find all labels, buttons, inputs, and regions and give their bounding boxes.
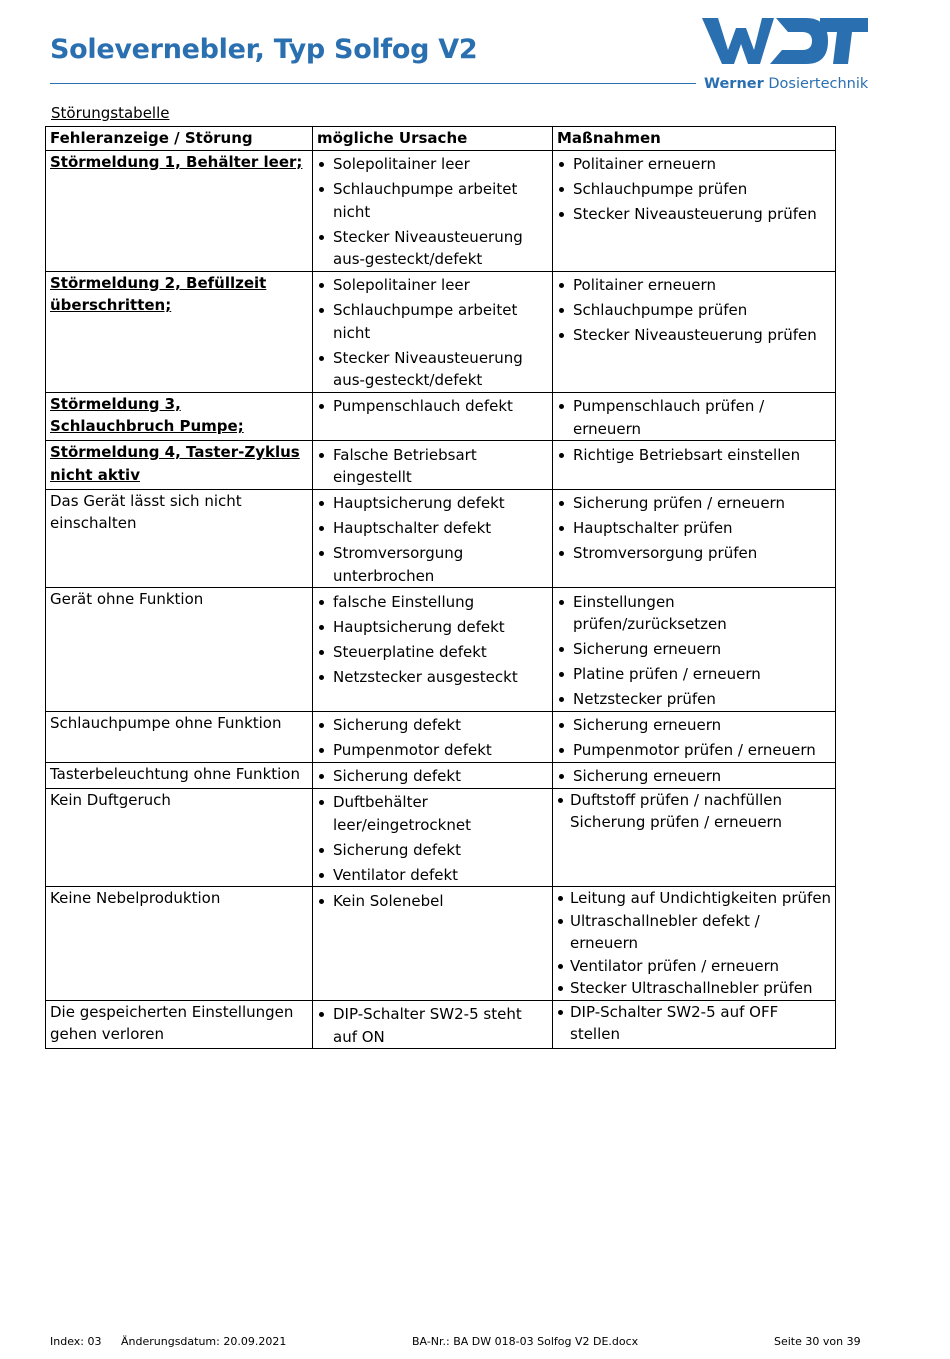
action-cell [553, 711, 836, 762]
fault-cell [46, 392, 313, 441]
action-item: Stecker Niveausteuerung prüfen [557, 324, 832, 347]
logo-subtitle [704, 76, 868, 92]
action-item: Leitung auf Undichtigkeiten prüfen [557, 887, 832, 910]
cause-item: Ventilator defekt [317, 864, 549, 887]
fault-cell: Keine Nebelproduktion [46, 887, 313, 1001]
fault-label: Störmeldung 2, Befüllzeit überschritten; [50, 273, 267, 314]
logo-sub-bold: Werner [704, 76, 764, 92]
action-cell [553, 762, 836, 788]
table-row [46, 588, 836, 712]
action-cell [553, 392, 836, 441]
fault-cell [46, 441, 313, 490]
cause-cell [313, 150, 553, 271]
table-row [46, 1000, 836, 1049]
cause-item: Pumpenschlauch defekt [317, 395, 549, 418]
cause-cell [313, 392, 553, 441]
fault-cell: Schlauchpumpe ohne Funktion [46, 711, 313, 762]
header-rule [50, 83, 696, 84]
action-cell [553, 441, 836, 490]
action-item: Politainer erneuern [557, 153, 832, 176]
footer-doc-number: BA-Nr.: BA DW 018-03 Solfog V2 DE.docx [412, 1335, 639, 1348]
page-title: Solevernebler, Typ Solfog V2 [50, 34, 478, 65]
action-item: Sicherung erneuern [557, 714, 832, 737]
footer-date: Änderungsdatum: 20.09.2021 [121, 1335, 287, 1348]
table-row [46, 711, 836, 762]
cause-item: Schlauchpumpe arbeitet nicht [317, 299, 549, 344]
footer-index: Index: 03 [50, 1335, 102, 1348]
action-cell [553, 150, 836, 271]
cause-item: Hauptsicherung defekt [317, 616, 549, 639]
action-item: Ultraschallnebler defekt / erneuern [557, 910, 832, 955]
action-cell [553, 788, 836, 887]
logo-sub-rest: Dosiertechnik [763, 76, 869, 92]
action-item: Sicherung erneuern [557, 638, 832, 661]
table-caption: Störungstabelle [51, 104, 170, 122]
action-item: Netzstecker prüfen [557, 688, 832, 711]
cause-item: Hauptschalter defekt [317, 517, 549, 540]
cause-item: Kein Solenebel [317, 890, 549, 913]
cause-item: Stecker Niveausteuerung aus-gesteckt/defekt [317, 226, 549, 271]
action-cell [553, 588, 836, 712]
fault-cell [46, 150, 313, 271]
cause-item: Solepolitainer leer [317, 153, 549, 176]
table-row [46, 392, 836, 441]
action-item: Sicherung erneuern [557, 765, 832, 788]
cause-cell [313, 489, 553, 588]
fault-label: Störmeldung 1, Behälter leer; [50, 152, 303, 171]
table-row [46, 441, 836, 490]
fault-cell: Gerät ohne Funktion [46, 588, 313, 712]
table-row [46, 271, 836, 392]
fault-cell: Das Gerät lässt sich nicht einschalten [46, 489, 313, 588]
cause-item: Sicherung defekt [317, 714, 549, 737]
cause-item: Netzstecker ausgesteckt [317, 666, 549, 689]
cause-item: Falsche Betriebsart eingestellt [317, 444, 549, 489]
fault-label: Störmeldung 4, Taster-Zyklus nicht aktiv [50, 443, 300, 484]
action-item: Stecker Ultraschallnebler prüfen [557, 977, 832, 1000]
table-row [46, 762, 836, 788]
fault-cell: Kein Duftgeruch [46, 788, 313, 887]
action-item: Pumpenschlauch prüfen / erneuern [557, 395, 832, 440]
cause-item: Sicherung defekt [317, 839, 549, 862]
table-row [46, 489, 836, 588]
cause-item: Sicherung defekt [317, 765, 549, 788]
cause-cell [313, 762, 553, 788]
cause-cell [313, 271, 553, 392]
action-cell [553, 271, 836, 392]
fault-cell: Tasterbeleuchtung ohne Funktion [46, 762, 313, 788]
cause-cell [313, 711, 553, 762]
action-cell [553, 887, 836, 1001]
action-item: Stecker Niveausteuerung prüfen [557, 203, 832, 226]
wdt-logo [700, 16, 870, 96]
cause-cell [313, 1000, 553, 1049]
cause-item: falsche Einstellung [317, 591, 549, 614]
action-item: Sicherung prüfen / erneuern [570, 813, 782, 831]
fault-table [45, 126, 836, 1049]
header-action: Maßnahmen [553, 127, 836, 151]
cause-cell [313, 788, 553, 887]
action-item: Stromversorgung prüfen [557, 542, 832, 565]
cause-cell [313, 887, 553, 1001]
cause-cell [313, 441, 553, 490]
cause-item: Stromversorgung unterbrochen [317, 542, 549, 587]
action-item: Duftstoff prüfen / nachfüllen [557, 789, 832, 812]
fault-cell: Die gespeicherten Einstellungen gehen verloren [46, 1000, 313, 1049]
fault-cell [46, 271, 313, 392]
cause-item: Duftbehälter leer/eingetrocknet [317, 791, 549, 836]
table-row [46, 887, 836, 1001]
action-item: Sicherung prüfen / erneuern [557, 492, 832, 515]
action-item: Schlauchpumpe prüfen [557, 178, 832, 201]
header-cause: mögliche Ursache [313, 127, 553, 151]
action-item: Schlauchpumpe prüfen [557, 299, 832, 322]
cause-item: Pumpenmotor defekt [317, 739, 549, 762]
cause-item: Schlauchpumpe arbeitet nicht [317, 178, 549, 223]
action-item: Ventilator prüfen / erneuern [557, 955, 832, 978]
cause-item: DIP-Schalter SW2-5 steht auf ON [317, 1003, 549, 1048]
action-item: Hauptschalter prüfen [557, 517, 832, 540]
action-item: Politainer erneuern [557, 274, 832, 297]
action-item: Platine prüfen / erneuern [557, 663, 832, 686]
cause-item: Stecker Niveausteuerung aus-gesteckt/defekt [317, 347, 549, 392]
cause-item: Solepolitainer leer [317, 274, 549, 297]
action-cell [553, 1000, 836, 1049]
action-item: Richtige Betriebsart einstellen [557, 444, 832, 467]
table-row [46, 788, 836, 887]
wdt-logo-mark [702, 16, 868, 66]
table-row [46, 150, 836, 271]
footer-page-number: Seite 30 von 39 [774, 1335, 861, 1348]
table-header-row [46, 127, 836, 151]
action-item: DIP-Schalter SW2-5 auf OFF stellen [557, 1001, 832, 1046]
header-fault: Fehleranzeige / Störung [46, 127, 313, 151]
action-cell [553, 489, 836, 588]
cause-item: Steuerplatine defekt [317, 641, 549, 664]
action-item: Einstellungen prüfen/zurücksetzen [557, 591, 832, 636]
action-item: Pumpenmotor prüfen / erneuern [557, 739, 832, 762]
cause-item: Hauptsicherung defekt [317, 492, 549, 515]
fault-label: Störmeldung 3, Schlauchbruch Pumpe; [50, 394, 244, 435]
cause-cell [313, 588, 553, 712]
